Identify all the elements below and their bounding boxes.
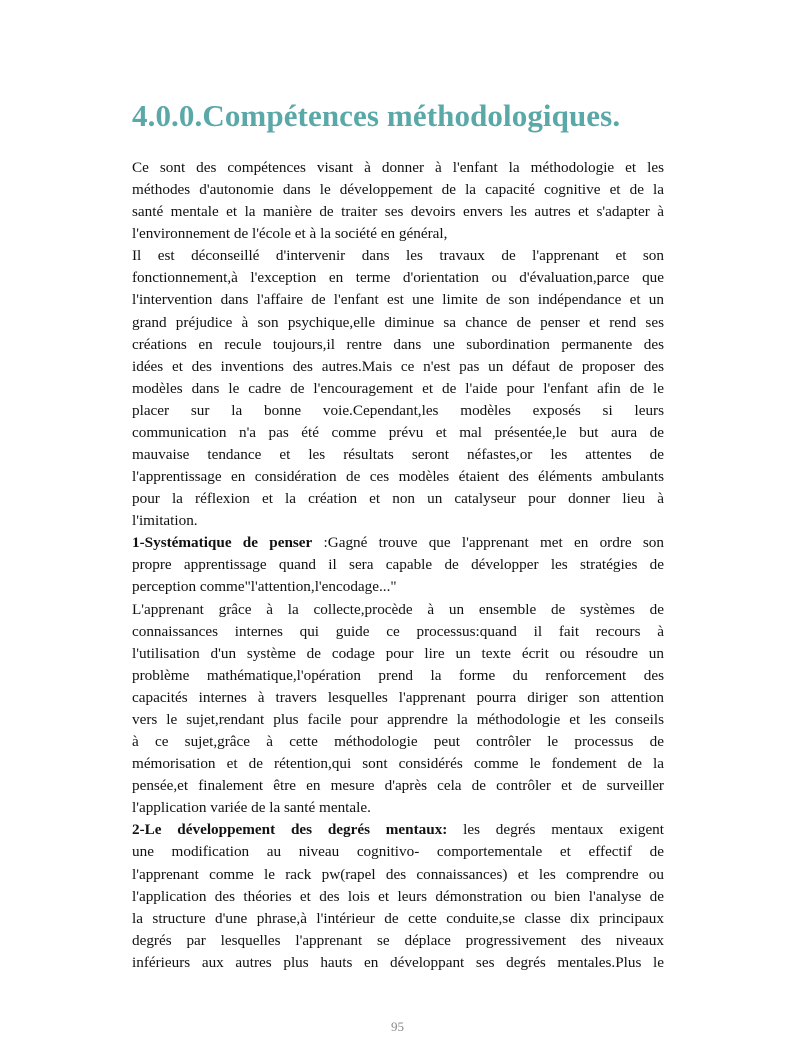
text-line (132, 466, 664, 488)
text-line (132, 488, 664, 510)
text-line (132, 422, 664, 444)
line-text: une modification au niveau cognitivo- comportementale et effectif de (132, 843, 664, 861)
text-line (132, 864, 664, 886)
text-line (132, 245, 664, 267)
line-text: les degrés mentaux exigent (447, 821, 664, 839)
text-line (132, 334, 664, 356)
line-text: Ce sont des compétences visant à donner à l'enfant la méthodologie et les (132, 159, 664, 176)
line-text: L'apprenant grâce à la collecte,procède à un ensemble de systèmes de (132, 600, 664, 618)
line-text: problème mathématique,l'opération prend la forme du renforcement des (132, 666, 664, 684)
text-line (132, 930, 664, 952)
line-text: connaissances internes qui guide ce processus:quand il fait recours à (132, 622, 664, 640)
line-text: degrés par lesquelles l'apprenant se déplace progressivement des niveaux (132, 931, 664, 949)
line-text: l'intervention dans l'affaire de l'enfant est une limite de son indépendance et un (132, 291, 664, 309)
bold-heading: 2-Le développement des degrés mentaux: (132, 821, 448, 839)
page-number: 95 (391, 1019, 404, 1034)
text-line (132, 378, 664, 400)
text-line (132, 356, 664, 378)
text-line (132, 775, 664, 797)
line-text: grand préjudice à son psychique,elle diminue sa chance de penser et rend ses (132, 313, 664, 331)
text-line (132, 201, 664, 223)
text-line (132, 621, 664, 643)
text-line (132, 223, 664, 245)
text-line (132, 731, 664, 753)
text-line (132, 157, 664, 179)
line-text: l'imitation. (132, 512, 198, 530)
text-line (132, 908, 664, 930)
line-text: inférieurs aux autres plus hauts en développant ses degrés mentales.Plus le (132, 953, 664, 971)
text-line (132, 599, 664, 621)
text-line (132, 576, 664, 598)
text-line (132, 841, 664, 863)
line-text: mémorisation et de rétention,qui sont considérés comme le fondement de la (132, 755, 664, 773)
line-text: l'apprentissage en considération de ces modèles étaient des éléments ambulants (132, 468, 664, 486)
line-text: Il est déconseillé d'intervenir dans les travaux de l'apprenant et son (132, 247, 664, 265)
body-text (132, 157, 664, 974)
paragraph (132, 532, 664, 598)
line-text: méthodes d'autonomie dans le développement de la capacité cognitive et de la (132, 181, 664, 199)
text-line (132, 753, 664, 775)
line-text: communication n'a pas été comme prévu et mal présentée,le but aura de (132, 423, 664, 441)
text-line (132, 289, 664, 311)
line-text: mauvaise tendance et les résultats seront néfastes,or les attentes de (132, 446, 664, 464)
line-text: placer sur la bonne voie.Cependant,les modèles exposés si leurs (132, 401, 664, 419)
text-line (132, 312, 664, 334)
text-line (132, 267, 664, 289)
line-text: :Gagné trouve que l'apprenant met en ordre son (312, 534, 664, 552)
text-line (132, 687, 664, 709)
line-text: pensée,et finalement être en mesure d'après cela de contrôler et de surveiller (132, 777, 664, 795)
line-text: fonctionnement,à l'exception en terme d'orientation ou d'évaluation,parce que (132, 269, 664, 287)
line-text: l'environnement de l'école et à la société en général, (132, 225, 448, 243)
text-line (132, 819, 664, 841)
line-text: l'application des théories et des lois et leurs démonstration ou bien l'analyse de (132, 887, 664, 905)
line-text: la structure d'une phrase,à l'intérieur de cette conduite,se classe dix principaux (132, 909, 664, 927)
line-text: modèles dans le cadre de l'encouragement et de l'aide pour l'enfant afin de le (132, 379, 664, 397)
text-line (132, 709, 664, 731)
text-line (132, 444, 664, 466)
bold-heading: 1-Systématique de penser (132, 534, 313, 552)
line-text: propre apprentissage quand il sera capable de développer les stratégies de (132, 556, 664, 574)
line-text: idées et des inventions des autres.Mais ce n'est pas un défaut de proposer des (132, 357, 664, 375)
line-text: l'apprenant comme le rack pw(rapel des connaissances) et les comprendre ou (132, 865, 664, 883)
paragraph (132, 157, 664, 245)
line-text: créations en recule toujours,il rentre dans une subordination permanente des (132, 335, 664, 353)
text-line (132, 952, 664, 974)
line-text: perception comme"l'attention,l'encodage..." (132, 578, 397, 596)
paragraph (132, 245, 664, 532)
paragraph (132, 599, 664, 820)
line-text: pour la réflexion et la création et non un catalyseur pour donner lieu à (132, 490, 664, 508)
line-text: vers le sujet,rendant plus facile pour apprendre la méthodologie et les conseils (132, 710, 664, 728)
section-title: 4.0.0.Compétences méthodologiques. (132, 98, 621, 133)
text-line (132, 665, 664, 687)
text-line (132, 554, 664, 576)
text-line (132, 179, 664, 201)
text-line (132, 797, 664, 819)
line-text: santé mentale et la manière de traiter ses devoirs envers les autres et s'adapter à (132, 203, 664, 221)
paragraph (132, 819, 664, 974)
text-line (132, 886, 664, 908)
line-text: l'application variée de la santé mentale. (132, 799, 371, 817)
line-text: à ce sujet,grâce à cette méthodologie peut contrôler le processus de (132, 733, 664, 751)
text-line (132, 510, 664, 532)
text-line (132, 532, 664, 554)
line-text: capacités internes à travers lesquelles l'apprenant pourra diriger son attention (132, 688, 664, 706)
line-text: l'utilisation d'un système de codage pour lire un texte écrit ou résoudre un (132, 644, 664, 662)
text-line (132, 400, 664, 422)
text-line (132, 643, 664, 665)
